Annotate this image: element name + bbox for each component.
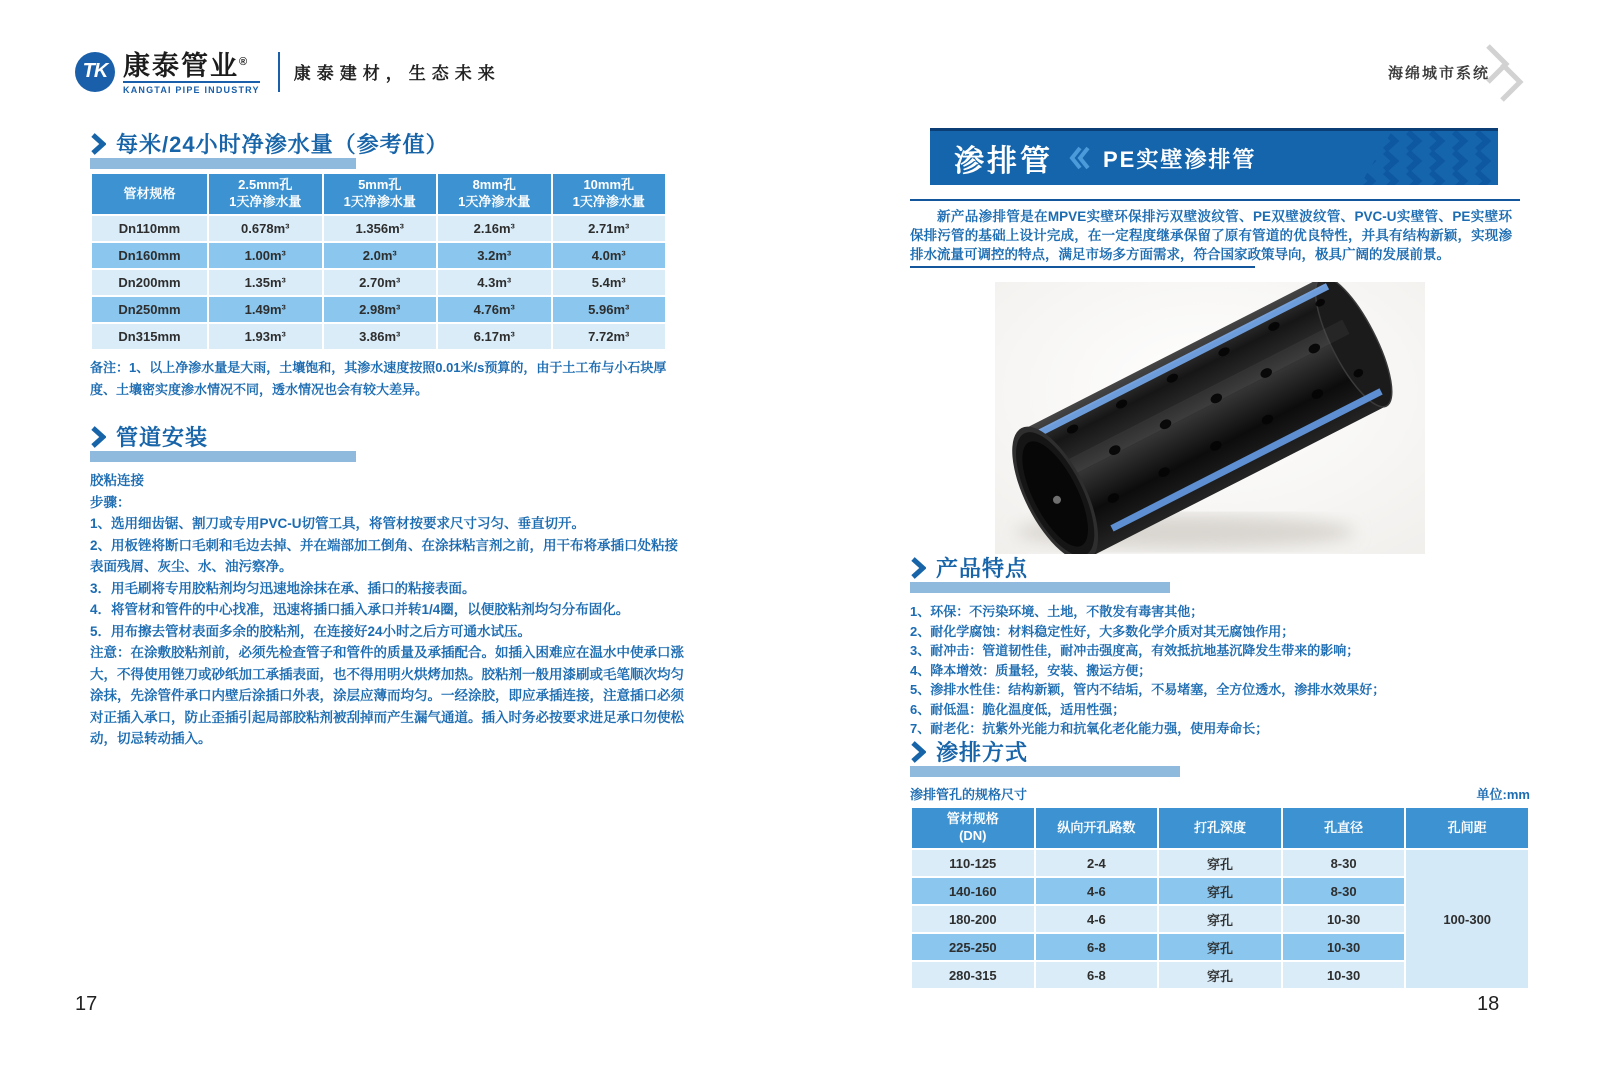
step-line: 注意：在涂敷胶粘剂前，必须先检查管子和管件的质量及承插配合。如插入困难应在温水中使承口涨大，不得使用锉刀或砂纸加工承插表面，也不得用明火烘烤加热。胶粘剂一般用漆刷或毛笔顺次均匀涂抹，先涂管件承口内壁后涂插口外表，涂层应薄而均匀。一经涂胶，即应承插连接，注意插口必须对正插入承口，防止歪插引起局部胶粘剂被刮掉而产生漏气通道。插入时务必按要求进足承口勿使松动，切忌转动插入。 [90, 645, 684, 746]
step-line: 4．将管材和管件的中心找准，迅速将插口插入承口并转1/4圈，以便胶粘剂均匀分布固化。 [90, 602, 630, 617]
title-underline-bar [90, 451, 356, 462]
cell: 2.98m³ [323, 296, 438, 323]
section-mode-heading [910, 736, 1028, 767]
sponge-city-mark-icon [1482, 42, 1524, 104]
section-arrow-icon [910, 556, 926, 580]
section-arrow-icon [910, 740, 926, 764]
cell: 140-160 [911, 877, 1035, 905]
intro-paragraph: 新产品渗排管是在MPVE实壁环保排污双壁波纹管、PE双壁波纹管、PVC-U实壁管、PE实壁环保排污管的基础上设计完成，在一定程度继承保留了原有管道的优良特性，并具有结构新颖，实现渗排水流量可调控的特点，满足市场多方面需求，符合国家政策导向，极具广阔的发展前景。 [910, 209, 1512, 262]
step-line: 3．用毛刷将专用胶粘剂均匀迅速地涂抹在承、插口的粘接表面。 [90, 580, 476, 596]
cell: 5.4m³ [552, 269, 667, 296]
logo-monogram: TK [82, 60, 108, 82]
seepage-table [90, 172, 667, 351]
cell: 8-30 [1282, 849, 1406, 877]
step-line: 胶粘连接 [90, 473, 144, 488]
section-install-heading [90, 421, 208, 452]
table-caption-row [910, 784, 1530, 803]
title-underline-bar [910, 766, 1180, 777]
step-line: 步骤： [90, 494, 131, 510]
company-header [75, 48, 501, 95]
cell: 3.2m³ [437, 242, 552, 269]
col-header: 10mm孔 1天净渗水量 [552, 173, 667, 215]
cell: 4.0m³ [552, 242, 667, 269]
feature-item: 6、耐低温：脆化温度低，适用性强； [910, 701, 1126, 717]
cell: 0.678m³ [208, 215, 323, 242]
col-header: 管材规格 (DN) [911, 807, 1035, 849]
cell: Dn200mm [91, 269, 208, 296]
cell: Dn160mm [91, 242, 208, 269]
cell: 4.76m³ [437, 296, 552, 323]
brand-name: 康泰管业® [123, 51, 250, 81]
registered-mark: ® [239, 56, 250, 68]
cell: 穿孔 [1158, 961, 1282, 989]
col-header: 管材规格 [91, 173, 208, 215]
table-header-row [91, 173, 666, 215]
col-header: 孔直径 [1282, 807, 1406, 849]
step-line: 2、用板锉将断口毛刺和毛边去掉、并在端部加工倒角、在涂抹粘言剂之前，用干布将承插口处粘接表面残屑、灰尘、水、油污察净。 [90, 537, 679, 574]
cell: 7.72m³ [552, 323, 667, 350]
table-row [91, 269, 666, 296]
section-seepage-heading [90, 128, 449, 159]
cell: 2.71m³ [552, 215, 667, 242]
table-row [91, 242, 666, 269]
cell: 1.356m³ [323, 215, 438, 242]
cell: 1.00m³ [208, 242, 323, 269]
cell: Dn250mm [91, 296, 208, 323]
product-banner [930, 128, 1498, 185]
cell: Dn110mm [91, 215, 208, 242]
cell: 1.93m³ [208, 323, 323, 350]
cell: 4-6 [1035, 877, 1159, 905]
cell: 穿孔 [1158, 905, 1282, 933]
banner-subtitle: PE实壁渗排管 [1103, 146, 1257, 172]
system-label: 海绵城市系统 [1388, 65, 1491, 82]
header-divider [278, 52, 280, 92]
cell: 4.3m³ [437, 269, 552, 296]
feature-item: 1、环保：不污染环境、土地，不散发有毒害其他； [910, 604, 1204, 619]
section-title: 产品特点 [936, 556, 1029, 581]
cell: 6.17m³ [437, 323, 552, 350]
table-header-row [911, 807, 1529, 849]
intro-top-rule [910, 199, 1520, 201]
banner-title: 渗排管 [954, 145, 1053, 178]
title-underline-bar [910, 582, 1170, 593]
cell: 2.0m³ [323, 242, 438, 269]
brand-block [123, 48, 260, 95]
cell: 穿孔 [1158, 877, 1282, 905]
section-features-heading [910, 552, 1028, 583]
feature-item: 7、耐老化：抗紫外光能力和抗氧化老化能力强，使用寿命长； [910, 721, 1269, 736]
cell: 280-315 [911, 961, 1035, 989]
brand-slogan: 康泰建材，生态未来 [293, 64, 501, 83]
cell: 10-30 [1282, 905, 1406, 933]
cell: Dn315mm [91, 323, 208, 350]
cell: 穿孔 [1158, 933, 1282, 961]
section-title: 管道安装 [116, 425, 209, 450]
table-caption: 渗排管孔的规格尺寸 [910, 787, 1028, 802]
cell: 6-8 [1035, 933, 1159, 961]
cell: 5.96m³ [552, 296, 667, 323]
cell: 2.70m³ [323, 269, 438, 296]
brand-name-en: KANGTAI PIPE INDUSTRY [123, 81, 260, 95]
col-header: 孔间距 [1405, 807, 1529, 849]
features-list [910, 602, 1530, 739]
table-row [91, 215, 666, 242]
cell: 10-30 [1282, 961, 1406, 989]
cell: 10-30 [1282, 933, 1406, 961]
merged-cell: 100-300 [1405, 849, 1529, 989]
section-arrow-icon [90, 425, 106, 449]
cell: 穿孔 [1158, 849, 1282, 877]
cell: 2-4 [1035, 849, 1159, 877]
col-header: 5mm孔 1天净渗水量 [323, 173, 438, 215]
cell: 1.35m³ [208, 269, 323, 296]
system-header [1388, 62, 1490, 83]
section-arrow-icon [90, 132, 106, 156]
install-steps [90, 470, 686, 750]
section-title: 渗排方式 [936, 740, 1029, 765]
banner-chevron-pattern-icon [1358, 131, 1498, 185]
cell: 4-6 [1035, 905, 1159, 933]
col-header: 2.5mm孔 1天净渗水量 [208, 173, 323, 215]
company-logo-icon [75, 52, 115, 92]
col-header: 打孔深度 [1158, 807, 1282, 849]
table-row [91, 323, 666, 350]
cell: 3.86m³ [323, 323, 438, 350]
col-header: 8mm孔 1天净渗水量 [437, 173, 552, 215]
hole-spec-table [910, 806, 1530, 990]
seepage-note: 备注：1、以上净渗水量是大雨，土壤饱和，其渗水速度按照0.01米/s预算的，由于土工布与小石块厚度、土壤密实度渗水情况不同，透水情况也会有较大差异。 [90, 360, 667, 397]
page-number-right: 18 [1477, 993, 1500, 1015]
feature-item: 4、降本增效：质量轻，安装、搬运方便； [910, 662, 1152, 678]
cell: 1.49m³ [208, 296, 323, 323]
page-number-left: 17 [75, 993, 98, 1015]
cell: 6-8 [1035, 961, 1159, 989]
title-underline-bar [90, 158, 356, 169]
intro-bottom-rule [910, 266, 1255, 268]
table-row [911, 849, 1529, 877]
step-line: 1、选用细齿锯、割刀或专用PVC-U切管工具，将管材按要求尺寸习匀、垂直切开。 [90, 516, 586, 531]
table-row [91, 296, 666, 323]
section-title: 每米/24小时净渗水量（参考值） [116, 132, 449, 157]
feature-item: 3、耐冲击：管道韧性佳，耐冲击强度高，有效抵抗地基沉降发生带来的影响； [910, 643, 1360, 658]
step-line: 5．用布擦去管材表面多余的胶粘剂，在连接好24小时之后方可通水试压。 [90, 623, 532, 639]
feature-item: 5、渗排水性佳：结构新颖，管内不结垢，不易堵塞，全方位透水，渗排水效果好； [910, 682, 1386, 697]
cell: 8-30 [1282, 877, 1406, 905]
cell: 110-125 [911, 849, 1035, 877]
cell: 225-250 [911, 933, 1035, 961]
unit-label: 单位:mm [1476, 787, 1530, 802]
col-header: 纵向开孔路数 [1035, 807, 1159, 849]
feature-item: 2、耐化学腐蚀：材料稳定性好，大多数化学介质对其无腐蚀作用； [910, 623, 1295, 639]
cell: 2.16m³ [437, 215, 552, 242]
cell: 180-200 [911, 905, 1035, 933]
banner-chevrons-icon [1069, 145, 1091, 171]
perforated-pipe-photo [995, 282, 1425, 554]
